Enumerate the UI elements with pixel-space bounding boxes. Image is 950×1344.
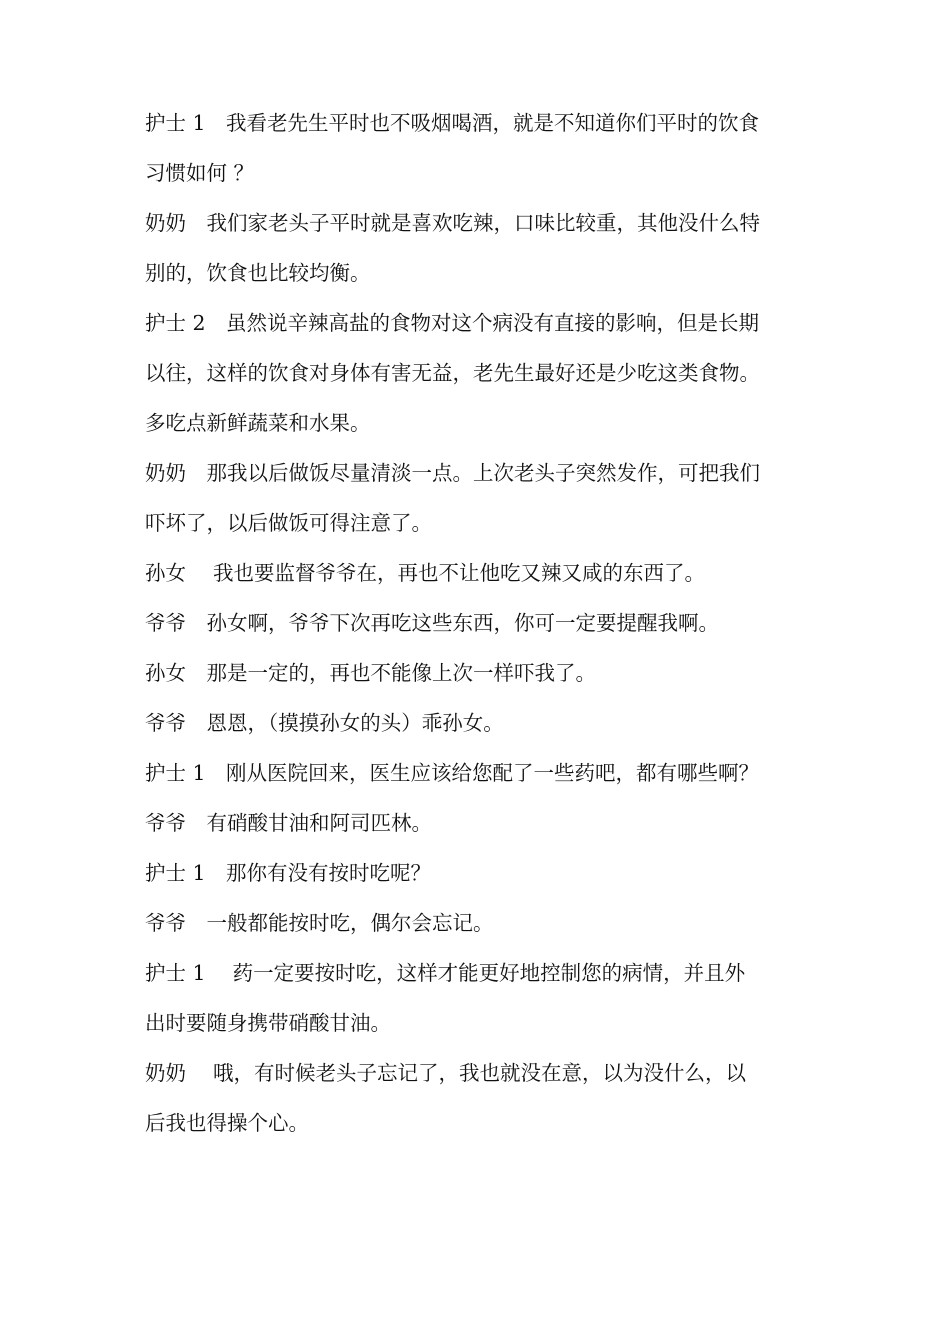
text-line: 爷爷 有硝酸甘油和阿司匹林。 bbox=[145, 811, 432, 835]
text-line: 爷爷 恩恩，（摸摸孙女的头）乖孙女。 bbox=[145, 711, 504, 735]
text-line: 习惯如何 ？ bbox=[145, 161, 255, 185]
text-line: 以往，这样的饮食对身体有害无益，老先生最好还是少吃这类食物。 bbox=[145, 361, 760, 385]
text-line: 别的，饮食也比较均衡。 bbox=[145, 261, 371, 285]
text-line: 奶奶 哦，有时候老头子忘记了，我也就没在意，以为没什么，以 bbox=[145, 1061, 747, 1085]
text-line: 吓坏了，以后做饭可得注意了。 bbox=[145, 511, 432, 535]
text-line: 护士 2 虽然说辛辣高盐的食物对这个病没有直接的影响，但是长期 bbox=[145, 311, 760, 335]
text-line: 孙女 我也要监督爷爷在，再也不让他吃又辣又咸的东西了。 bbox=[145, 561, 706, 585]
text-line: 出时要随身携带硝酸甘油。 bbox=[145, 1011, 391, 1035]
text-line: 奶奶 我们家老头子平时就是喜欢吃辣，口味比较重，其他没什么特 bbox=[145, 211, 760, 235]
text-line: 后我也得操个心。 bbox=[145, 1111, 309, 1135]
text-line: 护士 1 那你有没有按时吃呢？ bbox=[145, 861, 432, 885]
text-line: 护士 1 我看老先生平时也不吸烟喝酒，就是不知道你们平时的饮食 bbox=[145, 111, 760, 135]
dialogue-text bbox=[145, 98, 825, 1148]
text-line: 护士 1 药一定要按时吃，这样才能更好地控制您的病情，并且外 bbox=[145, 961, 746, 985]
text-line: 奶奶 那我以后做饭尽量清淡一点。上次老头子突然发作，可把我们 bbox=[145, 461, 760, 485]
text-line: 护士 1 刚从医院回来，医生应该给您配了一些药吧，都有哪些啊？ bbox=[145, 761, 760, 785]
text-line: 孙女 那是一定的，再也不能像上次一样吓我了。 bbox=[145, 661, 596, 685]
text-line: 多吃点新鲜蔬菜和水果。 bbox=[145, 411, 371, 435]
text-line: 爷爷 一般都能按时吃，偶尔会忘记。 bbox=[145, 911, 494, 935]
text-line: 爷爷 孙女啊，爷爷下次再吃这些东西，你可一定要提醒我啊。 bbox=[145, 611, 719, 635]
